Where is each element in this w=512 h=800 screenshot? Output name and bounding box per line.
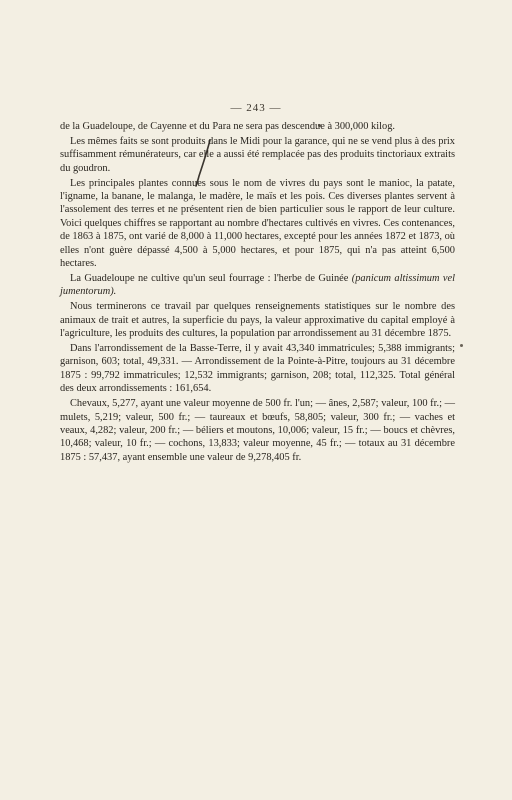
body-text [60,120,455,466]
ink-speck [460,344,463,347]
paragraph: de la Guadeloupe, de Cayenne et du Para ne sera pas descendue à 300,000 kilog. [60,121,395,132]
paragraph: Nous terminerons ce travail par quelques renseignements statistiques sur le nombre des animaux de trait et autres, la superficie du pays, la valeur approximative du capital employé à l'agriculture, les produits des cultures, la population par arrondissement au 31 décembre 1875. [60,301,455,340]
paragraph [60,272,455,299]
latin-name: (panicum altissimum vel jumentorum). [60,272,455,298]
page-number: — 243 — [230,102,282,114]
paragraph: Les mêmes faits se sont produits dans le Midi pour la garance, qui ne se vend plus à des prix suffisamment rémunérateurs, car elle a aussi été remplacée pas des produits tinctoriaux extraits du goudron. [60,135,455,174]
paragraph: Les principales plantes connues sous le nom de vivres du pays sont le manioc, la patate, l'igname, la banane, le malanga, le madère, le maïs et les pois. Ces diverses plantes servent à l'assolement des terres et ne présentent rien de bien particulier sous le rapport de leur culture. Voici quelques chiffres se rapportant au nombre d'hectares cultivés en vivres. Ces contenances, de 1863 à 1875, ont varié de 8,000 à 11,000 hectares, excepté pour les années 1872 et 1873, où elles n'ont guère dépassé 4,500 à 5,000 hectares, et pour 1875, qui n'a pas atteint 6,500 hectares. [60,177,455,270]
paragraph: Chevaux, 5,277, ayant une valeur moyenne de 500 fr. l'un; — ânes, 2,587; valeur, 100 fr.; — mulets, 5,219; valeur, 500 fr.; — taureaux et bœufs, 58,805; valeur, 300 fr.; — vaches et veaux, 4,282; valeur, 200 fr.; — béliers et moutons, 10,006; valeur, 15 fr.; — boucs et chèvres, 10,468; valeur, 10 fr.; — cochons, 13,833; valeur moyenne, 45 fr.; — totaux au 31 décembre 1875 : 57,437, ayant ensemble une valeur de 9,278,405 fr. [60,398,455,463]
paragraph-text: La Guadeloupe ne cultive qu'un seul fourrage : l'herbe de Guinée [70,272,349,284]
paragraph: Dans l'arrondissement de la Basse-Terre, il y avait 43,340 immatricules; 5,388 immigrants; garnison, 603; total, 49,331. — Arrondissement de la Pointe-à-Pitre, toujours au 31 décembre 1875 : 99,792 immatricules; 12,532 immigrants; garnison, 208; total, 112,325. Total général des deux arrondissements : 161,654. [60,343,455,395]
